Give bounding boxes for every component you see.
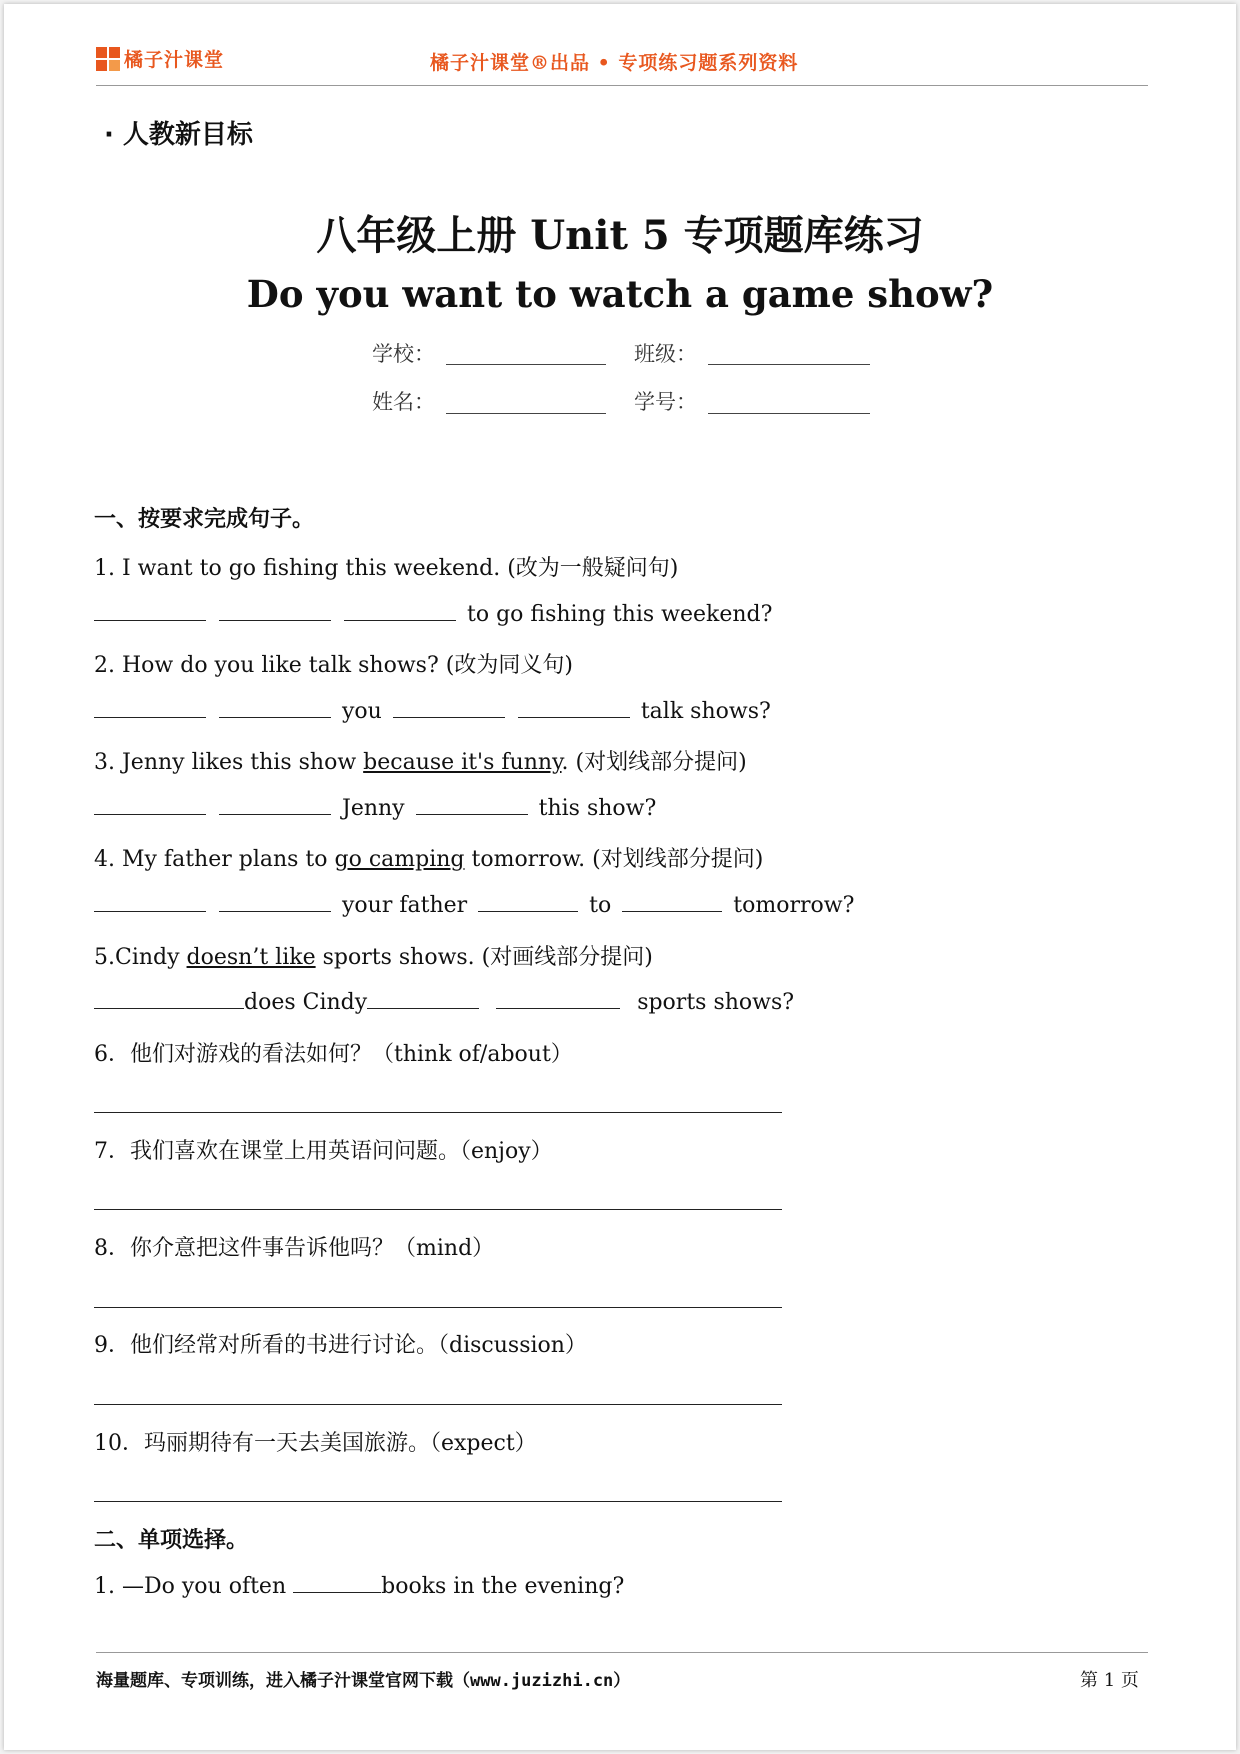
answer-blank[interactable] (518, 697, 630, 718)
name-label: 姓名： (372, 390, 435, 414)
footer-divider (96, 1652, 1148, 1653)
answer-blank[interactable] (478, 891, 578, 912)
underlined-part: because it's funny (363, 750, 562, 775)
answer-text: your father (342, 893, 468, 918)
answer-blank[interactable] (219, 697, 331, 718)
answer-blank[interactable] (94, 794, 206, 815)
answer-blank[interactable] (367, 988, 479, 1009)
answer-blank[interactable] (416, 794, 528, 815)
answer-blank[interactable] (94, 988, 244, 1009)
answer-blank[interactable] (393, 697, 505, 718)
answer-line-10[interactable] (94, 1501, 782, 1502)
answer-text: talk shows? (640, 699, 771, 724)
question-3: 3. Jenny likes this show because it's funny. (对划线部分提问) (94, 750, 747, 775)
page-number: 第 1 页 (1080, 1670, 1139, 1691)
class-field[interactable] (708, 364, 870, 365)
header-title: 橘子汁课堂®出品 • 专项练习题系列资料 (430, 52, 799, 74)
page-subtitle: Do you want to watch a game show? (246, 272, 994, 316)
section-1-title: 一、按要求完成句子。 (94, 506, 315, 532)
question-2: 2. How do you like talk shows? (改为同义句) (94, 653, 573, 678)
name-field[interactable] (446, 413, 606, 414)
question-4: 4. My father plans to go camping tomorrow. (对划线部分提问) (94, 847, 764, 872)
question-7: 7．我们喜欢在课堂上用英语问问题。（enjoy） (94, 1139, 553, 1164)
answer-blank[interactable] (94, 891, 206, 912)
school-label: 学校： (372, 342, 435, 366)
underlined-part: doesn’t like (186, 945, 316, 970)
answer-row-4 (94, 891, 854, 918)
answer-blank[interactable] (94, 600, 206, 621)
question-5: 5.Cindy doesn’t like sports shows. (对画线部分提问) (94, 945, 653, 970)
answer-line-7[interactable] (94, 1209, 782, 1210)
header-divider (96, 85, 1148, 86)
section-2-title: 二、单项选择。 (94, 1527, 249, 1553)
underlined-part: go camping (334, 847, 465, 872)
answer-blank[interactable] (219, 794, 331, 815)
number-field[interactable] (708, 413, 870, 414)
logo-icon (96, 47, 120, 71)
brand-logo (96, 45, 224, 72)
question-10: 10．玛丽期待有一天去美国旅游。（expect） (94, 1431, 537, 1456)
answer-blank[interactable] (219, 891, 331, 912)
answer-line-9[interactable] (94, 1404, 782, 1405)
school-field[interactable] (446, 364, 606, 365)
answer-blank[interactable] (219, 600, 331, 621)
answer-row-2 (94, 697, 771, 724)
answer-text: tomorrow? (733, 893, 855, 918)
document-page (4, 4, 1236, 1750)
answer-row-3 (94, 794, 656, 821)
mc-question-1: 1. —Do you often books in the evening? (94, 1574, 625, 1599)
answer-text: to go fishing this weekend? (467, 602, 773, 627)
page-title: 八年级上册 Unit 5 专项题库练习 (316, 212, 924, 259)
answer-blank[interactable] (94, 697, 206, 718)
answer-blank[interactable] (344, 600, 456, 621)
question-9: 9．他们经常对所看的书进行讨论。（discussion） (94, 1333, 587, 1358)
answer-text: does Cindy (244, 990, 368, 1015)
answer-text: this show? (538, 796, 657, 821)
answer-blank[interactable] (293, 1572, 381, 1593)
answer-blank[interactable] (496, 988, 620, 1009)
answer-line-6[interactable] (94, 1112, 782, 1113)
question-6: 6．他们对游戏的看法如何？（think of/about） (94, 1042, 573, 1067)
answer-row-1 (94, 600, 772, 627)
answer-row-5 (94, 988, 794, 1015)
answer-blank[interactable] (622, 891, 722, 912)
footer-note: 海量题库、专项训练，进入橘子汁课堂官网下载（www.juzizhi.cn） (96, 1671, 631, 1691)
textbook-tag: · 人教新目标 (104, 120, 253, 150)
answer-line-8[interactable] (94, 1307, 782, 1308)
question-1: 1. I want to go fishing this weekend. (改为一般疑问句) (94, 556, 679, 581)
class-label: 班级： (634, 342, 697, 366)
logo-text: 橘子汁课堂 (124, 49, 225, 71)
answer-text: sports shows? (637, 990, 795, 1015)
answer-text: Jenny (342, 796, 405, 821)
answer-text: to (589, 893, 612, 918)
question-8: 8．你介意把这件事告诉他吗？（mind） (94, 1236, 495, 1261)
answer-text: you (342, 699, 382, 724)
number-label: 学号： (634, 390, 697, 414)
